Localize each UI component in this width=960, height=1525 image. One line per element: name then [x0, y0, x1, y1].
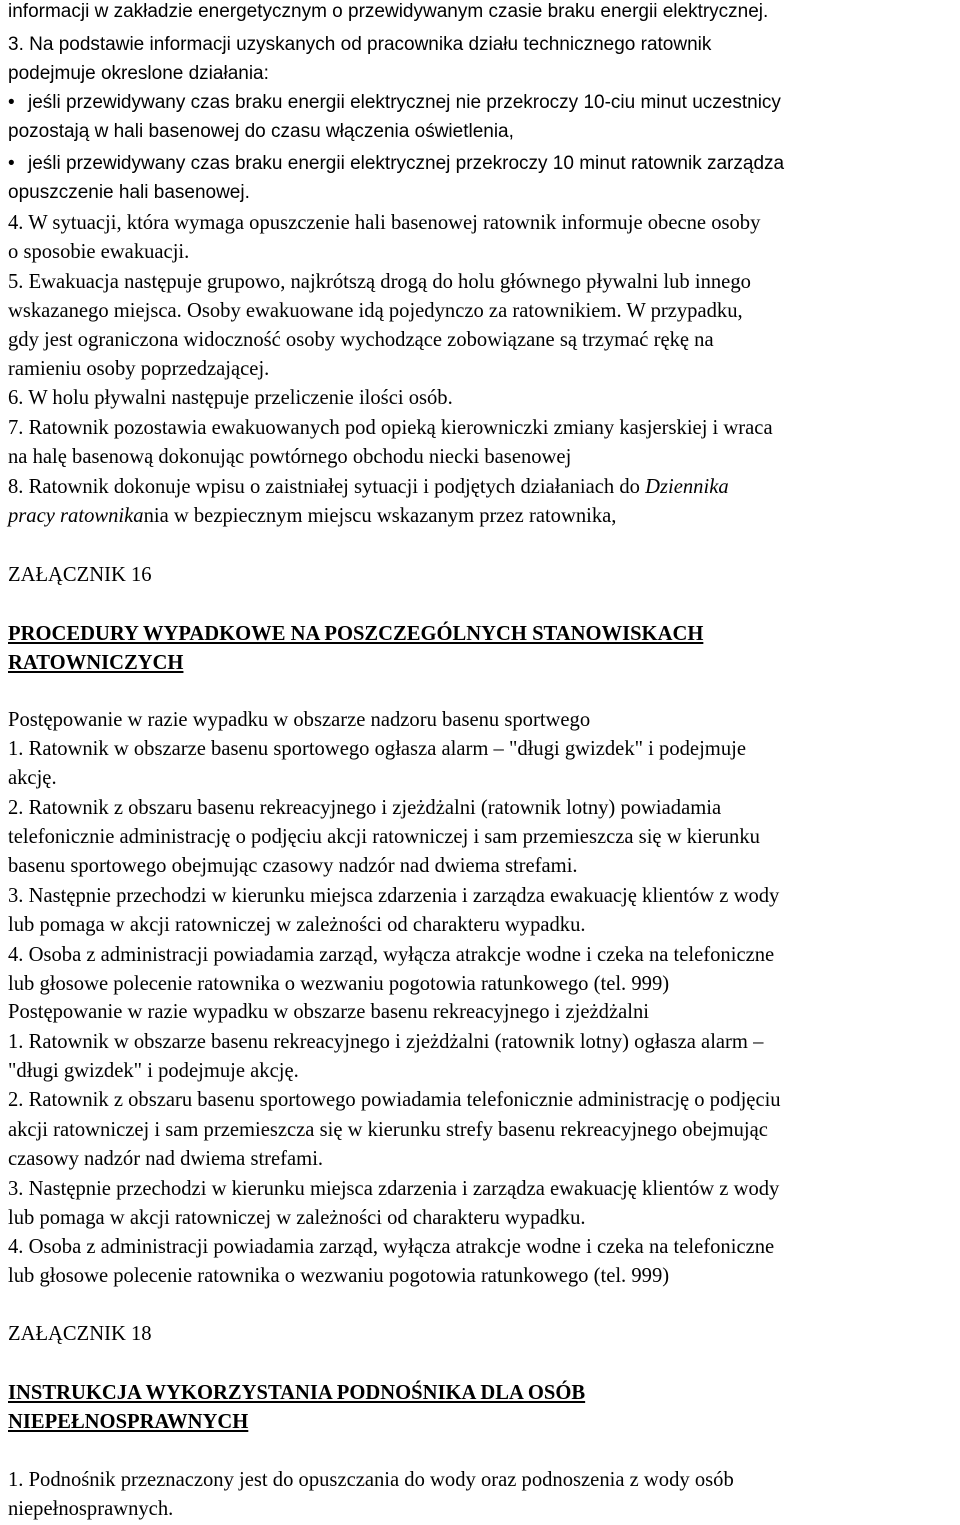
text-line: 1. Ratownik w obszarze basenu sportowego ogłasza alarm – "długi gwizdek" i podejmuje	[8, 738, 746, 760]
text-line: 2. Ratownik z obszaru basenu sportowego powiadamia telefonicznie administrację o podjęciu	[8, 1089, 781, 1111]
annex-title: ZAŁĄCZNIK 16	[8, 564, 152, 586]
text-span: 8. Ratownik dokonuje wpisu o zaistniałej sytuacji i podjętych działaniach do	[8, 476, 646, 498]
text-line: "długi gwizdek" i podejmuje akcję.	[8, 1060, 299, 1082]
section-heading: NIEPEŁNOSPRAWNYCH	[8, 1411, 249, 1433]
text-line	[8, 475, 729, 499]
text-line: o sposobie ewakuacji.	[8, 241, 190, 263]
text-line: 4. Osoba z administracji powiadamia zarząd, wyłącza atrakcje wodne i czeka na telefoniczne	[8, 1236, 775, 1258]
text-line: 3. Następnie przechodzi w kierunku miejsca zdarzenia i zarządza ewakuację klientów z wody	[8, 885, 780, 907]
text-line: 3. Na podstawie informacji uzyskanych od pracownika działu technicznego ratownik	[8, 34, 712, 55]
text-line: niepełnosprawnych.	[8, 1498, 174, 1520]
text-line: jeśli przewidywany czas braku energii elektrycznej nie przekroczy 10-ciu minut uczestnicy	[28, 92, 781, 113]
text-line: 4. Osoba z administracji powiadamia zarząd, wyłącza atrakcje wodne i czeka na telefoniczne	[8, 944, 775, 966]
text-line: gdy jest ograniczona widoczność osoby wychodzące zobowiązane są trzymać rękę na	[8, 329, 714, 351]
text-line: 1. Ratownik w obszarze basenu rekreacyjnego i zjeżdżalni (ratownik lotny) ogłasza alarm –	[8, 1031, 764, 1053]
annex-title: ZAŁĄCZNIK 18	[8, 1323, 152, 1345]
text-line: akcję.	[8, 767, 57, 789]
text-line: lub głosowe polecenie ratownika o wezwaniu pogotowia ratunkowego (tel. 999)	[8, 1265, 670, 1287]
text-line	[8, 504, 616, 528]
text-line: 6. W holu pływalni następuje przeliczenie ilości osób.	[8, 387, 453, 409]
journal-name: pracy ratownika	[8, 505, 144, 527]
text-line: na halę basenową dokonując powtórnego obchodu niecki basenowej	[8, 446, 572, 468]
subsection-title: Postępowanie w razie wypadku w obszarze nadzoru basenu sportwego	[8, 709, 591, 731]
text-line: czasowy nadzór nad dwiema strefami.	[8, 1148, 324, 1170]
text-line: 1. Podnośnik przeznaczony jest do opuszczania do wody oraz podnoszenia z wody osób	[8, 1469, 734, 1491]
bullet-item	[8, 91, 781, 115]
text-line: lub głosowe polecenie ratownika o wezwaniu pogotowia ratunkowego (tel. 999)	[8, 973, 670, 995]
text-line: ramieniu osoby poprzedzającej.	[8, 358, 270, 380]
bullet-item	[8, 152, 784, 176]
text-line: 2. Ratownik z obszaru basenu rekreacyjnego i zjeżdżalni (ratownik lotny) powiadamia	[8, 797, 722, 819]
text-line: podejmuje okreslone działania:	[8, 63, 269, 84]
text-line: telefonicznie administrację o podjęciu akcji ratowniczej i sam przemieszcza się w kierunku	[8, 826, 760, 848]
text-line: lub pomaga w akcji ratowniczej w zależności od charakteru wypadku.	[8, 914, 586, 936]
text-line: wskazanego miejsca. Osoby ewakuowane idą pojedynczo za ratownikiem. W przypadku,	[8, 300, 743, 322]
text-line: jeśli przewidywany czas braku energii elektrycznej przekroczy 10 minut ratownik zarządza	[28, 153, 785, 174]
bullet-icon: •	[8, 153, 15, 174]
text-line: 4. W sytuacji, która wymaga opuszczenie hali basenowej ratownik informuje obecne osoby	[8, 212, 761, 234]
text-span: nia w bezpiecznym miejscu wskazanym przez ratownika,	[143, 505, 617, 527]
subsection-title: Postępowanie w razie wypadku w obszarze basenu rekreacyjnego i zjeżdżalni	[8, 1001, 649, 1023]
text-line: 5. Ewakuacja następuje grupowo, najkrótszą drogą do holu głównego pływalni lub innego	[8, 271, 751, 293]
text-line: informacji w zakładzie energetycznym o przewidywanym czasie braku energii elektrycznej.	[8, 1, 769, 22]
section-heading: INSTRUKCJA WYKORZYSTANIA PODNOŚNIKA DLA OSÓB	[8, 1382, 586, 1404]
text-line: opuszczenie hali basenowej.	[8, 182, 250, 203]
text-line: akcji ratowniczej i sam przemieszcza się w kierunku strefy basenu rekreacyjnego obejmując	[8, 1119, 768, 1141]
text-line: lub pomaga w akcji ratowniczej w zależności od charakteru wypadku.	[8, 1207, 586, 1229]
section-heading: RATOWNICZYCH	[8, 652, 184, 674]
bullet-icon: •	[8, 92, 15, 113]
section-heading: PROCEDURY WYPADKOWE NA POSZCZEGÓLNYCH STANOWISKACH	[8, 623, 704, 645]
text-line: 7. Ratownik pozostawia ewakuowanych pod opieką kierowniczki zmiany kasjerskiej i wraca	[8, 417, 773, 439]
text-line: pozostają w hali basenowej do czasu włączenia oświetlenia,	[8, 121, 514, 142]
journal-name: Dziennika	[645, 476, 729, 498]
text-line: basenu sportowego obejmując czasowy nadzór nad dwiema strefami.	[8, 855, 578, 877]
text-line: 3. Następnie przechodzi w kierunku miejsca zdarzenia i zarządza ewakuację klientów z wody	[8, 1178, 780, 1200]
